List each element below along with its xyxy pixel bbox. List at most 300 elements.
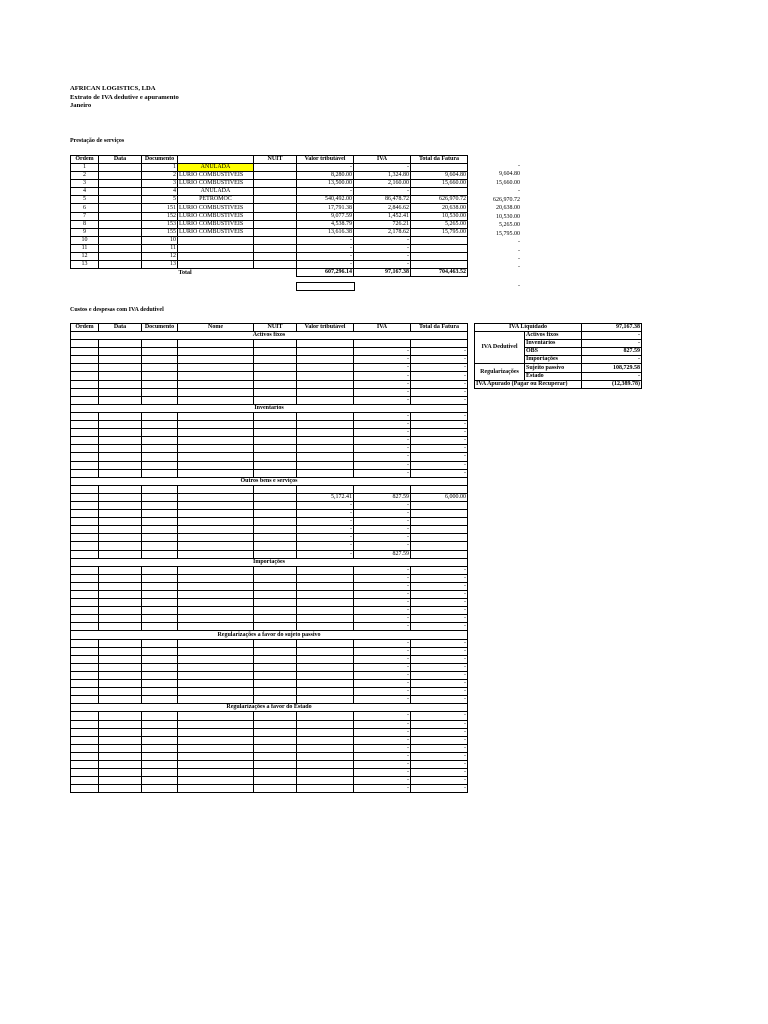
costs-row: [71, 655, 468, 663]
iva-cell: -: [354, 542, 411, 550]
nuit-cell: [254, 542, 297, 550]
total-cell: -: [411, 574, 468, 582]
valor-cell: [297, 372, 354, 380]
costs-row: [71, 671, 468, 679]
total-cell: -: [411, 380, 468, 388]
valor-cell: [297, 696, 354, 704]
nuit-cell: [254, 696, 297, 704]
iva-cell: -: [354, 396, 411, 404]
col-nome-empty: [178, 156, 254, 164]
iva-cell: -: [354, 582, 411, 590]
ordem-cell: [71, 542, 99, 550]
ordem-cell: [71, 712, 99, 720]
col-iva: IVA: [354, 324, 411, 332]
costs-section-header: [71, 558, 468, 566]
empty-cell: [254, 269, 297, 277]
data-cell: [99, 164, 142, 172]
nome-cell: [178, 696, 254, 704]
estado-value: -: [582, 372, 642, 380]
valor-cell: [297, 582, 354, 590]
data-cell: [99, 396, 142, 404]
nuit-cell: [254, 204, 297, 212]
data-cell: [99, 172, 142, 180]
documento-cell: [142, 647, 178, 655]
ordem-cell: [71, 566, 99, 574]
valor-cell: [297, 566, 354, 574]
nuit-cell: [254, 212, 297, 220]
costs-row: [71, 437, 468, 445]
section-title: Importações: [71, 558, 468, 566]
costs-row: [71, 421, 468, 429]
costs-row: [71, 388, 468, 396]
ordem-cell: [71, 469, 99, 477]
sujeito-passivo-value: 108,729.58: [582, 364, 642, 372]
documento-cell: [142, 574, 178, 582]
ordem-cell: [71, 372, 99, 380]
data-cell: [99, 461, 142, 469]
nuit-cell: [254, 671, 297, 679]
valor-cell: -: [297, 244, 354, 252]
nuit-cell: [254, 220, 297, 228]
valor-cell: [297, 364, 354, 372]
costs-row: [71, 582, 468, 590]
valor-cell: 17,791.38: [297, 204, 354, 212]
nome-cell: [178, 340, 254, 348]
total-cell: [411, 164, 468, 172]
iva-cell: -: [354, 518, 411, 526]
ordem-cell: [71, 647, 99, 655]
total-cell: -: [411, 688, 468, 696]
costs-row: [71, 566, 468, 574]
nome-cell: [178, 777, 254, 785]
ordem-cell: [71, 518, 99, 526]
ordem-cell: [71, 591, 99, 599]
valor-cell: 8,280.00: [297, 172, 354, 180]
total-cell: 10,530.00: [411, 212, 468, 220]
nome-cell: [178, 493, 254, 501]
total-cell: [411, 534, 468, 542]
total-cell: [411, 188, 468, 196]
data-cell: [99, 180, 142, 188]
total-cell: -: [411, 760, 468, 768]
data-cell: [99, 760, 142, 768]
ordem-cell: 7: [71, 212, 99, 220]
activos-fixos-label: Activos fixos: [525, 332, 582, 340]
nuit-cell: [254, 712, 297, 720]
iva-cell: -: [354, 785, 411, 793]
nuit-cell: [254, 228, 297, 236]
valor-cell: -: [297, 253, 354, 261]
iva-cell: 827.59: [354, 493, 411, 501]
valor-cell: [297, 485, 354, 493]
ordem-cell: 5: [71, 196, 99, 204]
nuit-cell: [254, 744, 297, 752]
data-cell: [99, 348, 142, 356]
valor-cell: [297, 574, 354, 582]
total-cell: [411, 501, 468, 509]
total-label: Total: [178, 269, 192, 276]
iva-cell: -: [354, 607, 411, 615]
side-value: -: [518, 255, 520, 262]
documento-cell: [142, 712, 178, 720]
ordem-cell: [71, 607, 99, 615]
documento-cell: [142, 542, 178, 550]
total-cell: [411, 340, 468, 348]
costs-row: [71, 688, 468, 696]
ordem-cell: [71, 380, 99, 388]
nome-cell: [178, 647, 254, 655]
nome-cell: [178, 655, 254, 663]
nuit-cell: [254, 647, 297, 655]
total-cell: -: [411, 671, 468, 679]
valor-cell: 9,077.59: [297, 212, 354, 220]
data-cell: [99, 412, 142, 420]
costs-section-header: [71, 704, 468, 712]
documento-cell: [142, 623, 178, 631]
documento-cell: [142, 582, 178, 590]
ordem-cell: [71, 412, 99, 420]
data-cell: [99, 380, 142, 388]
data-cell: [99, 493, 142, 501]
documento-cell: 3: [142, 180, 178, 188]
nuit-cell: [254, 253, 297, 261]
nuit-cell: [254, 485, 297, 493]
documento-cell: [142, 566, 178, 574]
ordem-cell: 13: [71, 261, 99, 269]
total-cell: [411, 550, 468, 558]
estado-label: Estado: [525, 372, 582, 380]
nome-cell: [178, 752, 254, 760]
nuit-cell: [254, 510, 297, 518]
col-nuit: NUIT: [254, 324, 297, 332]
costs-row: [71, 510, 468, 518]
total-cell: -: [411, 769, 468, 777]
nuit-cell: [254, 639, 297, 647]
total-cell: [411, 510, 468, 518]
sales-row: [71, 164, 468, 172]
costs-table: [70, 323, 468, 793]
iva-cell: -: [354, 469, 411, 477]
iva-cell: 1,452.41: [354, 212, 411, 220]
iva-cell: 2,160.00: [354, 180, 411, 188]
iva-cell: -: [354, 752, 411, 760]
total-iva: 97,167.38: [354, 269, 411, 277]
valor-cell: -: [297, 534, 354, 542]
side-value: -: [518, 239, 520, 246]
nuit-cell: [254, 388, 297, 396]
total-cell: -: [411, 752, 468, 760]
iva-cell: -: [354, 380, 411, 388]
ordem-cell: 11: [71, 244, 99, 252]
inventarios-value: -: [582, 340, 642, 348]
total-cell: -: [411, 582, 468, 590]
nome-cell: LURIO COMBUSTIVEIS: [178, 212, 254, 220]
ordem-cell: [71, 785, 99, 793]
documento-cell: 13: [142, 261, 178, 269]
valor-cell: [297, 639, 354, 647]
valor-cell: [297, 615, 354, 623]
valor-cell: [297, 720, 354, 728]
iva-cell: -: [354, 356, 411, 364]
ordem-cell: [71, 510, 99, 518]
side-value-after: -: [518, 283, 520, 289]
nuit-cell: [254, 623, 297, 631]
nuit-cell: [254, 615, 297, 623]
data-cell: [99, 615, 142, 623]
nome-cell: [178, 534, 254, 542]
iva-cell: -: [354, 461, 411, 469]
data-cell: [99, 777, 142, 785]
nome-cell: [178, 566, 254, 574]
valor-cell: [297, 785, 354, 793]
valor-cell: [297, 453, 354, 461]
iva-cell: -: [354, 501, 411, 509]
ordem-cell: 8: [71, 220, 99, 228]
valor-cell: [297, 429, 354, 437]
nuit-cell: [254, 340, 297, 348]
nome-cell: [178, 421, 254, 429]
iva-cell: [354, 340, 411, 348]
nome-cell: [178, 671, 254, 679]
nome-cell: PETROMOC: [178, 196, 254, 204]
costs-row: [71, 752, 468, 760]
empty-cell: [99, 269, 142, 277]
section-title: Inventarios: [71, 404, 468, 412]
data-cell: [99, 188, 142, 196]
documento-cell: [142, 372, 178, 380]
iva-cell: -: [354, 599, 411, 607]
documento-cell: 1: [142, 164, 178, 172]
nuit-cell: [254, 461, 297, 469]
ordem-cell: [71, 582, 99, 590]
data-cell: [99, 736, 142, 744]
valor-cell: 13,500.00: [297, 180, 354, 188]
documento-cell: [142, 445, 178, 453]
nome-cell: [178, 261, 254, 269]
costs-row: [71, 534, 468, 542]
nuit-cell: [254, 348, 297, 356]
iva-cell: -: [354, 372, 411, 380]
col-data: Data: [99, 324, 142, 332]
data-cell: [99, 236, 142, 244]
nome-cell: [178, 510, 254, 518]
total-cell: -: [411, 388, 468, 396]
ordem-cell: [71, 639, 99, 647]
valor-cell: [297, 461, 354, 469]
costs-row: [71, 364, 468, 372]
iva-cell: -: [354, 364, 411, 372]
costs-row: [71, 785, 468, 793]
valor-cell: [297, 340, 354, 348]
nome-cell: [178, 599, 254, 607]
sales-row: [71, 188, 468, 196]
nome-cell: [178, 412, 254, 420]
ordem-cell: [71, 671, 99, 679]
data-cell: [99, 196, 142, 204]
col-nome: Nome: [178, 324, 254, 332]
iva-dedutivel-label: IVA Dedutivel: [475, 332, 525, 364]
nome-cell: [178, 461, 254, 469]
costs-row: [71, 526, 468, 534]
valor-cell: [297, 752, 354, 760]
nuit-cell: [254, 412, 297, 420]
total-cell: -: [411, 469, 468, 477]
nuit-cell: [254, 445, 297, 453]
data-cell: [99, 526, 142, 534]
iva-cell: -: [354, 421, 411, 429]
iva-cell: -: [354, 412, 411, 420]
costs-row: [71, 591, 468, 599]
side-value: 15,795.00: [496, 230, 520, 237]
documento-cell: [142, 680, 178, 688]
data-cell: [99, 607, 142, 615]
nome-cell: LURIO COMBUSTIVEIS: [178, 204, 254, 212]
valor-cell: [297, 445, 354, 453]
ordem-cell: [71, 752, 99, 760]
documento-cell: [142, 437, 178, 445]
valor-cell: [297, 728, 354, 736]
costs-row: [71, 615, 468, 623]
ordem-cell: [71, 550, 99, 558]
nuit-cell: [254, 534, 297, 542]
valor-cell: -: [297, 542, 354, 550]
documento-cell: [142, 607, 178, 615]
data-cell: [99, 688, 142, 696]
col-iva: IVA: [354, 156, 411, 164]
valor-cell: [297, 777, 354, 785]
data-cell: [99, 680, 142, 688]
valor-cell: 5,172.41: [297, 493, 354, 501]
iva-cell: -: [354, 712, 411, 720]
ordem-cell: [71, 485, 99, 493]
documento-cell: 2: [142, 172, 178, 180]
nuit-cell: [254, 599, 297, 607]
sales-table: [70, 155, 468, 277]
col-ordem: Ordem: [71, 156, 99, 164]
nome-cell: [178, 615, 254, 623]
col-nuit: NUIT: [254, 156, 297, 164]
total-cell: -: [411, 372, 468, 380]
costs-row: [71, 412, 468, 420]
costs-row: [71, 736, 468, 744]
nome-cell: [178, 236, 254, 244]
iva-cell: 827.59: [354, 550, 411, 558]
documento-cell: [142, 429, 178, 437]
section-title: Outros bens e serviços: [71, 477, 468, 485]
iva-cell: -: [354, 453, 411, 461]
total-cell: 626,970.72: [411, 196, 468, 204]
ordem-cell: [71, 388, 99, 396]
ordem-cell: [71, 615, 99, 623]
nuit-cell: [254, 607, 297, 615]
nuit-cell: [254, 518, 297, 526]
nuit-cell: [254, 655, 297, 663]
valor-cell: [297, 380, 354, 388]
sales-row: [71, 244, 468, 252]
ordem-cell: 12: [71, 253, 99, 261]
ordem-cell: [71, 728, 99, 736]
nuit-cell: [254, 574, 297, 582]
iva-cell: -: [354, 188, 411, 196]
costs-row: [71, 469, 468, 477]
nome-cell: [178, 445, 254, 453]
nome-cell: [178, 712, 254, 720]
iva-cell: -: [354, 591, 411, 599]
total-cell: [411, 526, 468, 534]
costs-section-header: [71, 477, 468, 485]
data-cell: [99, 421, 142, 429]
costs-row: [71, 348, 468, 356]
data-cell: [99, 501, 142, 509]
ordem-cell: [71, 769, 99, 777]
nuit-cell: [254, 196, 297, 204]
section-title: Regularizações a favor do sujeto passivo: [71, 631, 468, 639]
side-value: -: [518, 264, 520, 271]
documento-cell: [142, 501, 178, 509]
total-cell: [411, 244, 468, 252]
total-cell: -: [411, 437, 468, 445]
valor-cell: -: [297, 188, 354, 196]
nome-cell: [178, 663, 254, 671]
iva-cell: -: [354, 688, 411, 696]
documento-cell: [142, 453, 178, 461]
empty-cell: [71, 269, 99, 277]
nome-cell: [178, 253, 254, 261]
ordem-cell: [71, 445, 99, 453]
sales-row: [71, 180, 468, 188]
vat-summary-table: [474, 323, 642, 389]
costs-row: [71, 461, 468, 469]
valor-cell: [297, 469, 354, 477]
iva-cell: -: [354, 655, 411, 663]
iva-cell: -: [354, 510, 411, 518]
sales-row: [71, 220, 468, 228]
documento-cell: [142, 785, 178, 793]
total-cell: -: [411, 680, 468, 688]
ordem-cell: 4: [71, 188, 99, 196]
iva-cell: -: [354, 437, 411, 445]
section-title: Activos fixos: [71, 332, 468, 340]
total-cell: -: [411, 720, 468, 728]
documento-cell: 10: [142, 236, 178, 244]
data-cell: [99, 720, 142, 728]
documento-cell: 155: [142, 228, 178, 236]
documento-cell: 12: [142, 253, 178, 261]
total-cell: -: [411, 777, 468, 785]
obs-label: OBS: [525, 348, 582, 356]
documento-cell: [142, 599, 178, 607]
data-cell: [99, 566, 142, 574]
total-cell: [411, 253, 468, 261]
sales-row: [71, 236, 468, 244]
costs-row: [71, 769, 468, 777]
iva-cell: 1,324.80: [354, 172, 411, 180]
month-label: Janeiro: [70, 102, 92, 110]
nuit-cell: [254, 582, 297, 590]
total-cell: -: [411, 639, 468, 647]
data-cell: [99, 663, 142, 671]
documento-cell: [142, 760, 178, 768]
costs-row: [71, 372, 468, 380]
nuit-cell: [254, 752, 297, 760]
costs-row: [71, 744, 468, 752]
ordem-cell: [71, 720, 99, 728]
ordem-cell: 2: [71, 172, 99, 180]
documento-cell: [142, 615, 178, 623]
valor-cell: [297, 744, 354, 752]
nuit-cell: [254, 236, 297, 244]
valor-cell: [297, 607, 354, 615]
